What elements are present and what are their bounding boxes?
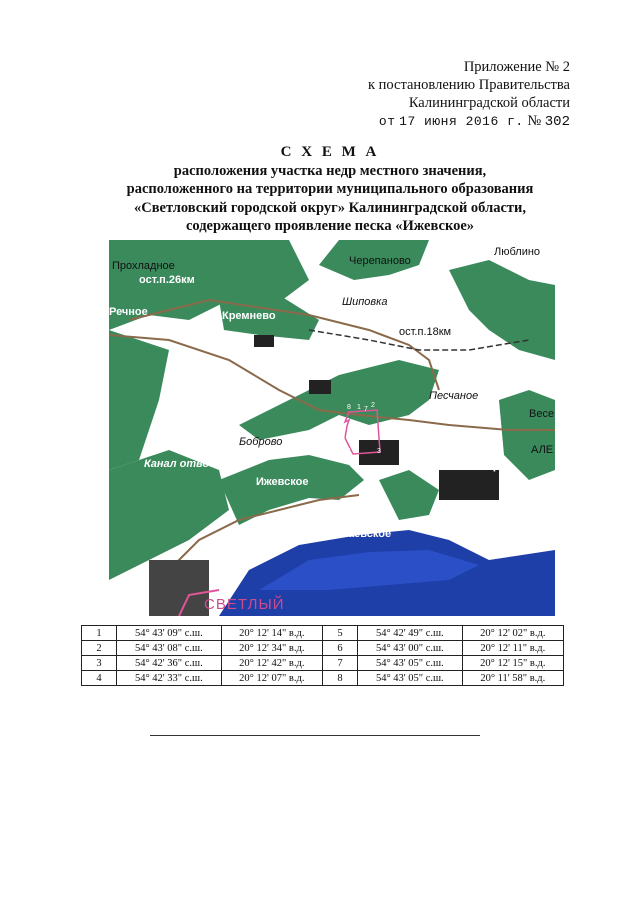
label-cherepanovo: Черепаново [349, 255, 411, 267]
point-number: 4 [82, 671, 117, 686]
table-row [82, 671, 564, 686]
point-number: 3 [82, 656, 117, 671]
longitude-cell: 20° 12' 15" в.д. [462, 656, 563, 671]
title-main: С Х Е М А [280, 144, 380, 160]
appendix-date-line [330, 112, 570, 131]
settlement-block [254, 335, 274, 347]
label-shipovka: Шиповка [342, 296, 388, 308]
number-value: 302 [544, 114, 570, 130]
point-label-3: 3 [377, 448, 381, 455]
site-map [109, 240, 555, 616]
point-number: 8 [322, 671, 357, 686]
table-row [82, 656, 564, 671]
point-label-1: 1 [357, 404, 361, 411]
label-bobrovo: Боброво [239, 436, 283, 448]
label-lyublino: Люблино [494, 246, 541, 258]
longitude-cell: 20° 12' 34" в.д. [221, 641, 322, 656]
point-label-8: 8 [347, 404, 351, 411]
date-prefix: от [378, 114, 396, 129]
appendix-region: Калининградской области [408, 95, 570, 111]
label-ale: АЛЕ [531, 444, 554, 456]
point-label-7: 7 [364, 406, 368, 413]
title-line-4: содержащего проявление песка «Ижевское» [185, 218, 475, 234]
forest-area [219, 455, 364, 525]
label-vzmorye: Взморье [465, 460, 513, 472]
label-svetly: СВЕТЛЫЙ [204, 596, 285, 613]
latitude-cell: 54° 43' 09" с.ш. [117, 626, 222, 641]
latitude-cell: 54° 42' 49" с.ш. [357, 626, 462, 641]
settlement-block [439, 470, 499, 500]
label-prokhladnoe: Прохладное [112, 260, 175, 272]
label-ost26: ост.п.26км [139, 274, 195, 286]
label-ost18: ост.п.18км [399, 326, 452, 338]
table-row [82, 641, 564, 656]
point-number: 2 [82, 641, 117, 656]
label-izhevskoe: Ижевское [256, 476, 309, 488]
title-line-1: расположения участка недр местного значения, [173, 162, 487, 179]
longitude-cell: 20° 12' 11" в.д. [462, 641, 563, 656]
latitude-cell: 54° 43' 05" с.ш. [357, 656, 462, 671]
latitude-cell: 54° 43' 00" с.ш. [357, 641, 462, 656]
label-rechnoe: Речное [109, 306, 148, 318]
forest-area [449, 260, 555, 360]
title-line-3: «Светловский городской округ» Калининградской области, [133, 199, 526, 216]
table-row [82, 626, 564, 641]
number-prefix: № [527, 113, 542, 129]
settlement-block [149, 560, 209, 616]
bottom-rule [150, 735, 480, 736]
longitude-cell: 20° 12' 07" в.д. [221, 671, 322, 686]
title-line-2: расположенного на территории муниципального образования [126, 181, 534, 197]
label-volochaevskoe: Волочаевское [314, 528, 392, 540]
label-canal: Канал отводной [144, 458, 237, 470]
latitude-cell: 54° 43' 08" с.ш. [117, 641, 222, 656]
coordinates-table [81, 625, 564, 686]
label-kremnevo: Кремнево [222, 310, 276, 322]
label-vesennee: Весе [529, 408, 555, 420]
forest-area [379, 470, 439, 520]
point-label-4: 4 [347, 448, 351, 455]
point-number: 1 [82, 626, 117, 641]
latitude-cell: 54° 42' 36" с.ш. [117, 656, 222, 671]
appendix-number: Приложение № 2 [463, 59, 570, 75]
longitude-cell: 20° 12' 42" в.д. [221, 656, 322, 671]
latitude-cell: 54° 42' 33" с.ш. [117, 671, 222, 686]
appendix-resolution: к постановлению Правительства [368, 77, 570, 93]
forest-area [109, 330, 169, 470]
settlement-block [309, 380, 331, 394]
latitude-cell: 54° 43' 05" с.ш. [357, 671, 462, 686]
point-number: 7 [322, 656, 357, 671]
point-label-2: 2 [371, 402, 375, 409]
longitude-cell: 20° 12' 14" в.д. [221, 626, 322, 641]
point-number: 6 [322, 641, 357, 656]
forest-area [239, 360, 439, 440]
label-peschanoe: Песчаное [429, 390, 479, 402]
longitude-cell: 20° 12' 02" в.д. [462, 626, 563, 641]
point-number: 5 [322, 626, 357, 641]
date-value: 17 июня 2016 г. [399, 114, 524, 129]
document-title [60, 143, 600, 236]
point-label-5: 5 [341, 434, 345, 441]
appendix-header [330, 58, 570, 131]
point-label-6: 6 [341, 425, 345, 432]
longitude-cell: 20° 11' 58" в.д. [462, 671, 563, 686]
map-drawing [109, 240, 555, 616]
